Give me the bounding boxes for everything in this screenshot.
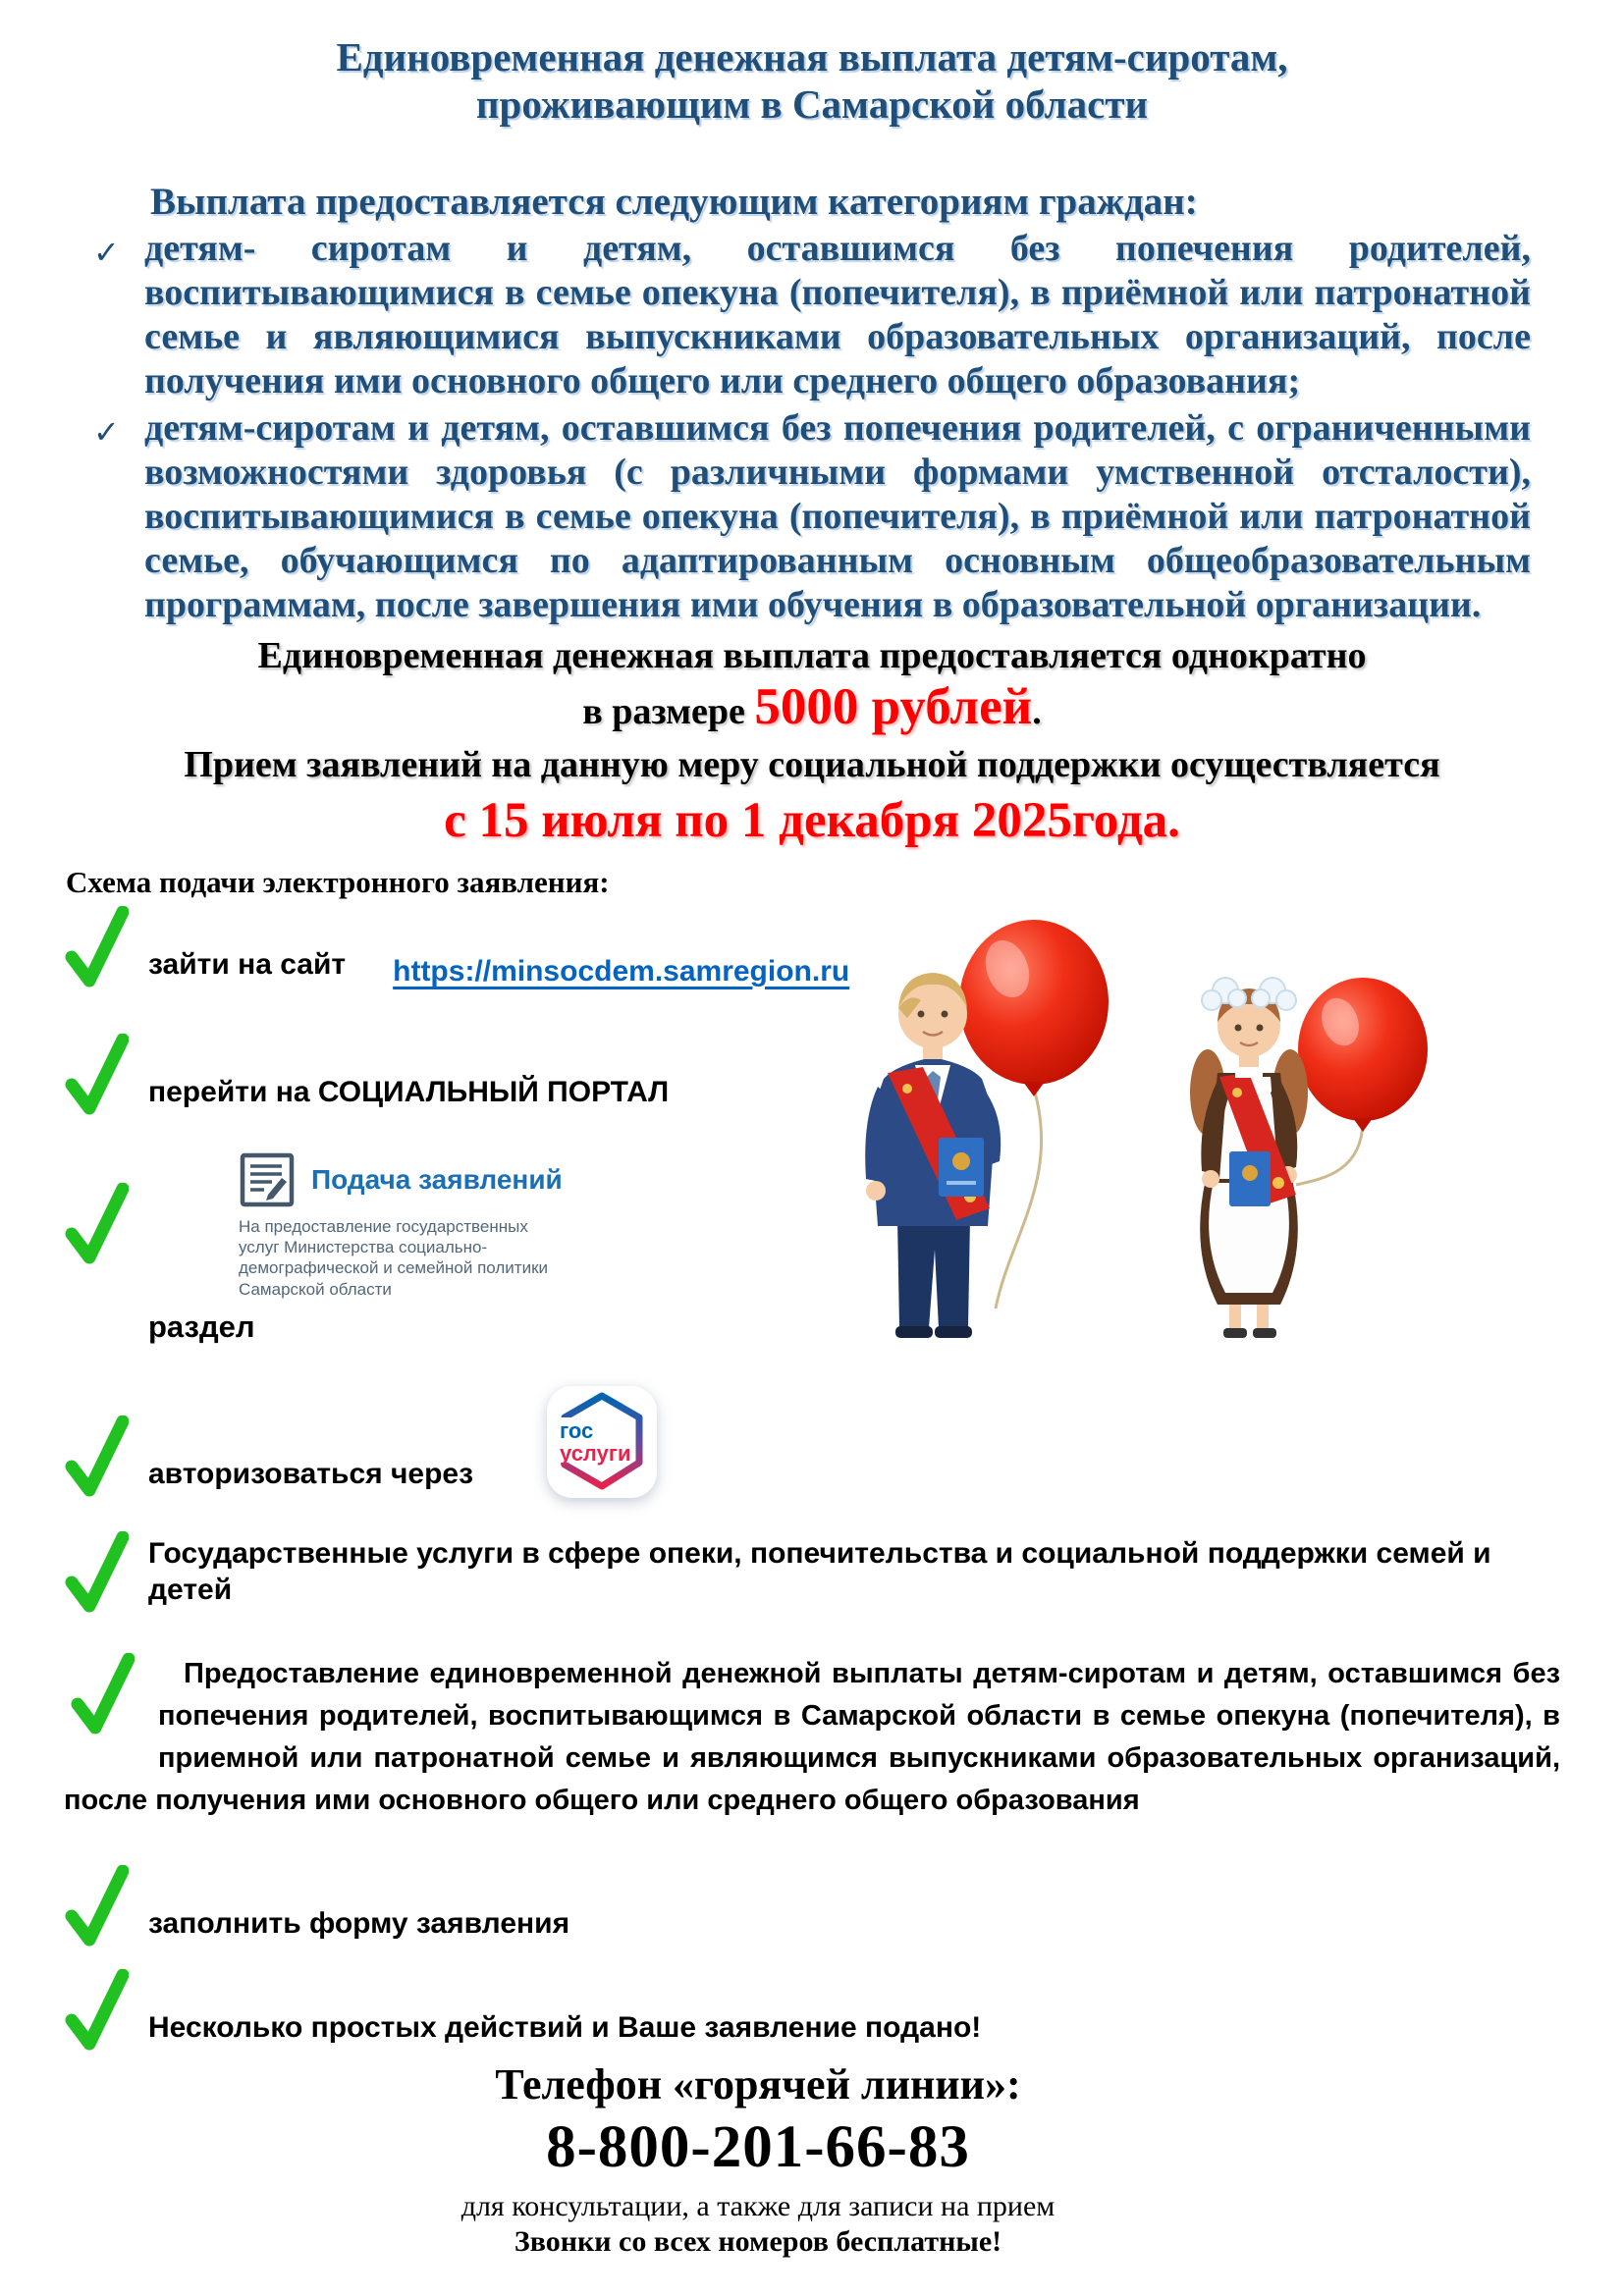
- category-bullet-2: [93, 406, 1531, 627]
- portal-card-subtitle: На предоставление государственных услуг Министерства социально-демографической и семейной политики Самарской области: [239, 1216, 549, 1299]
- step-services-category: [64, 1531, 1560, 1614]
- once-line: Единовременная денежная выплата предоставляется однократно: [257, 634, 1367, 676]
- green-check-icon: [64, 1865, 129, 1948]
- step-fill-form: [64, 1865, 1560, 1948]
- step-authorize: [64, 1386, 1560, 1498]
- page-title-line2: проживающим в Самарской области: [475, 81, 1149, 128]
- step-fill-form-label: заполнить форму заявления: [148, 1907, 570, 1941]
- portal-card-applications[interactable]: [239, 1151, 563, 1300]
- gosuslugi-text-line2: услуги: [560, 1440, 631, 1466]
- step-service-name: [64, 1653, 1560, 1822]
- green-check-icon: [64, 1034, 129, 1116]
- step-authorize-label: авторизоваться через: [148, 1458, 474, 1491]
- scheme-title: Схема подачи электронного заявления:: [66, 864, 610, 899]
- portal-card-head: [239, 1151, 563, 1208]
- step-section: [64, 1151, 1560, 1345]
- hotline-phone: 8-800-201-66-83: [546, 2113, 970, 2180]
- step-section-content: [148, 1151, 563, 1345]
- category-bullet-1: [93, 227, 1531, 403]
- portal-card-title: Подача заявлений: [311, 1163, 563, 1195]
- green-check-icon: [64, 1183, 129, 1265]
- amount-line: [93, 677, 1531, 736]
- hotline-label: Телефон «горячей линии»:: [495, 2059, 1021, 2109]
- amount-value: 5000 рублей: [754, 677, 1033, 735]
- step-visit-site: [64, 906, 1560, 988]
- green-check-icon: [64, 906, 129, 988]
- hotline-note-consultation: для консультации, а также для записи на прием: [460, 2189, 1056, 2222]
- step-done: [64, 1969, 1560, 2052]
- step-services-category-label: Государственные услуги в сфере опеки, попечительства и социальной поддержки семей и детей: [148, 1536, 1491, 1607]
- green-check-icon: [64, 1531, 129, 1614]
- hotline-footer: [0, 2059, 1624, 2259]
- step-social-portal-label: перейти на СОЦИАЛЬНЫЙ ПОРТАЛ: [148, 1076, 670, 1109]
- period-line: с 15 июля по 1 декабря 2025года.: [444, 792, 1180, 848]
- top-section: [0, 0, 1624, 900]
- page-title-line1: Единовременная денежная выплата детям-сиротам,: [336, 34, 1288, 80]
- step-done-label: Несколько простых действий и Ваше заявление подано!: [148, 2011, 982, 2045]
- minsocdem-link[interactable]: https://minsocdem.samregion.ru: [393, 954, 850, 988]
- category-bullet-1-text: детям- сиротам и детям, оставшимся без попечения родителей, воспитывающимися в семье опекуна (попечителя), в приёмной или патронатной семье и являющимися выпускниками образовательных организаций, после получения ими основного общего или среднего общего образования;: [144, 227, 1531, 401]
- green-check-icon: [64, 1415, 129, 1498]
- gosuslugi-logo[interactable]: [547, 1386, 657, 1498]
- step-section-label: раздел: [148, 1308, 255, 1344]
- steps-section: [0, 906, 1624, 2052]
- category-bullet-2-text: детям-сиротам и детям, оставшимся без попечения родителей, с ограниченными возможностями здоровья (с различными формами умственной отсталости), воспитывающимися в семье опекуна (попечителя), в приёмной или патронатной семье, обучающимся по адаптированным основным общеобразовательным программам, после завершения ими обучения в образовательной организации.: [144, 406, 1531, 625]
- page-title: [93, 33, 1531, 129]
- apply-line: Прием заявлений на данную меру социальной поддержки осуществляется: [184, 743, 1440, 785]
- bullet-check-icon: ✓: [93, 233, 120, 271]
- amount-suffix: .: [1032, 690, 1042, 732]
- step-visit-site-label: зайти на сайт: [148, 948, 347, 982]
- gosuslugi-logo-image: [547, 1386, 657, 1498]
- gosuslugi-text-line1: гос: [560, 1417, 594, 1443]
- document-pencil-icon: [239, 1151, 296, 1208]
- bullet-check-icon: ✓: [93, 412, 120, 451]
- step-social-portal: [64, 1034, 1560, 1116]
- green-check-icon: [64, 1969, 129, 2052]
- green-check-icon: [70, 1653, 135, 1735]
- amount-prefix: в размере: [582, 690, 755, 732]
- hotline-note-free-calls: Звонки со всех номеров бесплатные!: [514, 2224, 1002, 2258]
- step-service-name-label: Предоставление единовременной денежной выплаты детям-сиротам и детям, оставшимся без попечения родителей, воспитывающимся в Самарской области в семье опекуна (попечителя), в приемной или патронатной семье и являющимся выпускниками образовательных организаций, после получения ими основного общего или среднего общего образования: [64, 1657, 1560, 1816]
- categories-intro: Выплата предоставляется следующим категориям граждан:: [150, 180, 1198, 223]
